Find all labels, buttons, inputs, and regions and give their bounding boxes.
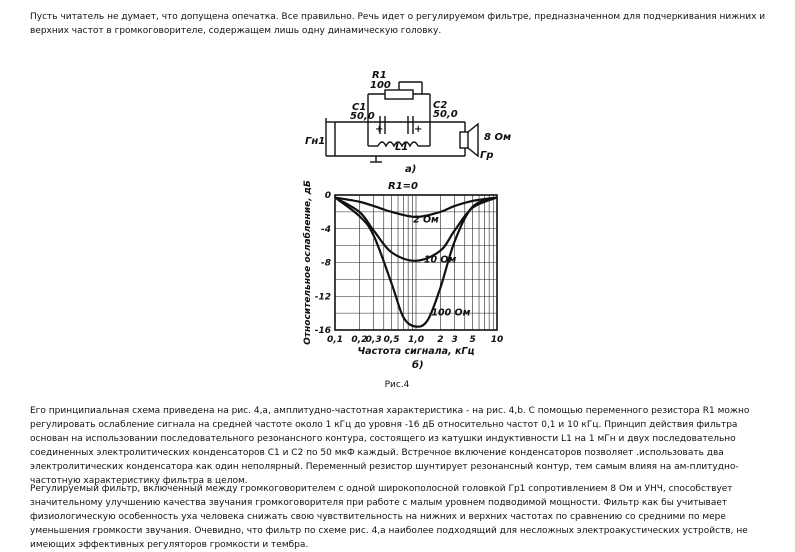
input-label: Гн1 (305, 136, 326, 147)
paragraph-usage: Регулируемый фильтр, включенный между громкоговорителем с одной широкополосной головкой Гр1 сопротивлением 8 Ом и УНЧ, способствует значительному улучшению качества звучания громкоговорителя при работе с малым уровнем подводимой мощности. Фильтр как бы учитывает физиологическую особенность уха человека снижать свою чувствительность на нижних и верхних частотах по сравнению со средними по мере уменьшения громкости звучания. Очевидно, что фильтр по схеме рис. 4,а наиболее подходящий для несложных электроакустических устройств, не имеющих эффективных регуляторов громкости и тембра. (30, 484, 748, 550)
chart-title: R1=0 (388, 181, 418, 192)
figure-caption: Рис.4 (384, 380, 410, 390)
y-tick-label: 0 (324, 191, 331, 201)
x-tick-label: 2 (437, 335, 444, 345)
c1-label: C1 (352, 102, 367, 113)
y-tick-label: -8 (321, 258, 331, 269)
r1-label: R1 (372, 70, 387, 81)
speaker-symbol (460, 132, 468, 148)
c1-plus: + (375, 124, 384, 135)
c1-value: 50,0 (350, 111, 375, 122)
y-axis-label: Относительное ослабление, дБ (303, 180, 313, 345)
x-tick-label: 0,1 (327, 335, 343, 345)
paragraph-intro: Пусть читатель не думает, что допущена опечатка. Все правильно. Речь идет о регулируемом фильтре, предназначенном для подчеркивания нижних и верхних частот в громкоговорителе, содержащем лишь одну динамическую головку. (30, 12, 766, 36)
figure-4 (290, 68, 530, 398)
c2-label: C2 (433, 100, 448, 111)
x-tick-label: 0,5 (383, 335, 400, 345)
y-tick-label: -12 (314, 292, 331, 303)
series-label-0: 2 Ом (413, 214, 439, 226)
resistor-r1 (385, 90, 413, 99)
speaker-value: 8 Ом (484, 132, 512, 143)
frequency-response-chart (302, 180, 503, 371)
y-tick-label: -16 (314, 326, 331, 336)
x-tick-label: 1,0 (408, 335, 424, 345)
l1-label: L1 (395, 142, 409, 153)
c2-plus: + (414, 124, 423, 135)
x-tick-label: 10 (490, 335, 504, 345)
series-label-1: 10 Ом (423, 254, 457, 266)
speaker-label: Гр (480, 150, 494, 161)
chart-sublabel: б) (412, 360, 424, 371)
x-tick-label: 5 (469, 335, 476, 345)
x-tick-label: 3 (451, 335, 458, 345)
series-label-2: 100 Ом (431, 307, 471, 319)
x-tick-label: 0,2 (351, 335, 368, 345)
figure-drawing (290, 68, 530, 378)
x-axis-label: Частота сигнала, кГц (357, 346, 475, 357)
y-tick-label: -4 (321, 224, 331, 235)
c2-value: 50,0 (433, 109, 458, 120)
x-tick-label: 0,3 (365, 335, 382, 345)
schematic-sublabel: а) (405, 164, 417, 175)
paragraph-description: Его принципиальная схема приведена на рис. 4,а, амплитудно-частотная характеристика - на рис. 4,b. С помощью переменного резистора R1 можно регулировать ослабление сигнала на средней частоте около 1 кГц до уровня -16 дБ относительно частот 0,1 и 10 кГц. Принцип действия фильтра основан на использовании последовательного резонансного контура, состоящего из катушки индуктивности L1 на 1 мГн и двух последовательно соединенных электролитических конденсаторов С1 и С2 по 50 мкФ каждый. Встречное включение конденсаторов позволяет .использовать два электролитических конденсатора как один неполярный. Переменный резистор шунтирует резонансный контур, тем самым влияя на ам-плитудно-частотную характеристику фильтра в целом. (30, 406, 750, 486)
r1-value: 100 (370, 80, 391, 91)
